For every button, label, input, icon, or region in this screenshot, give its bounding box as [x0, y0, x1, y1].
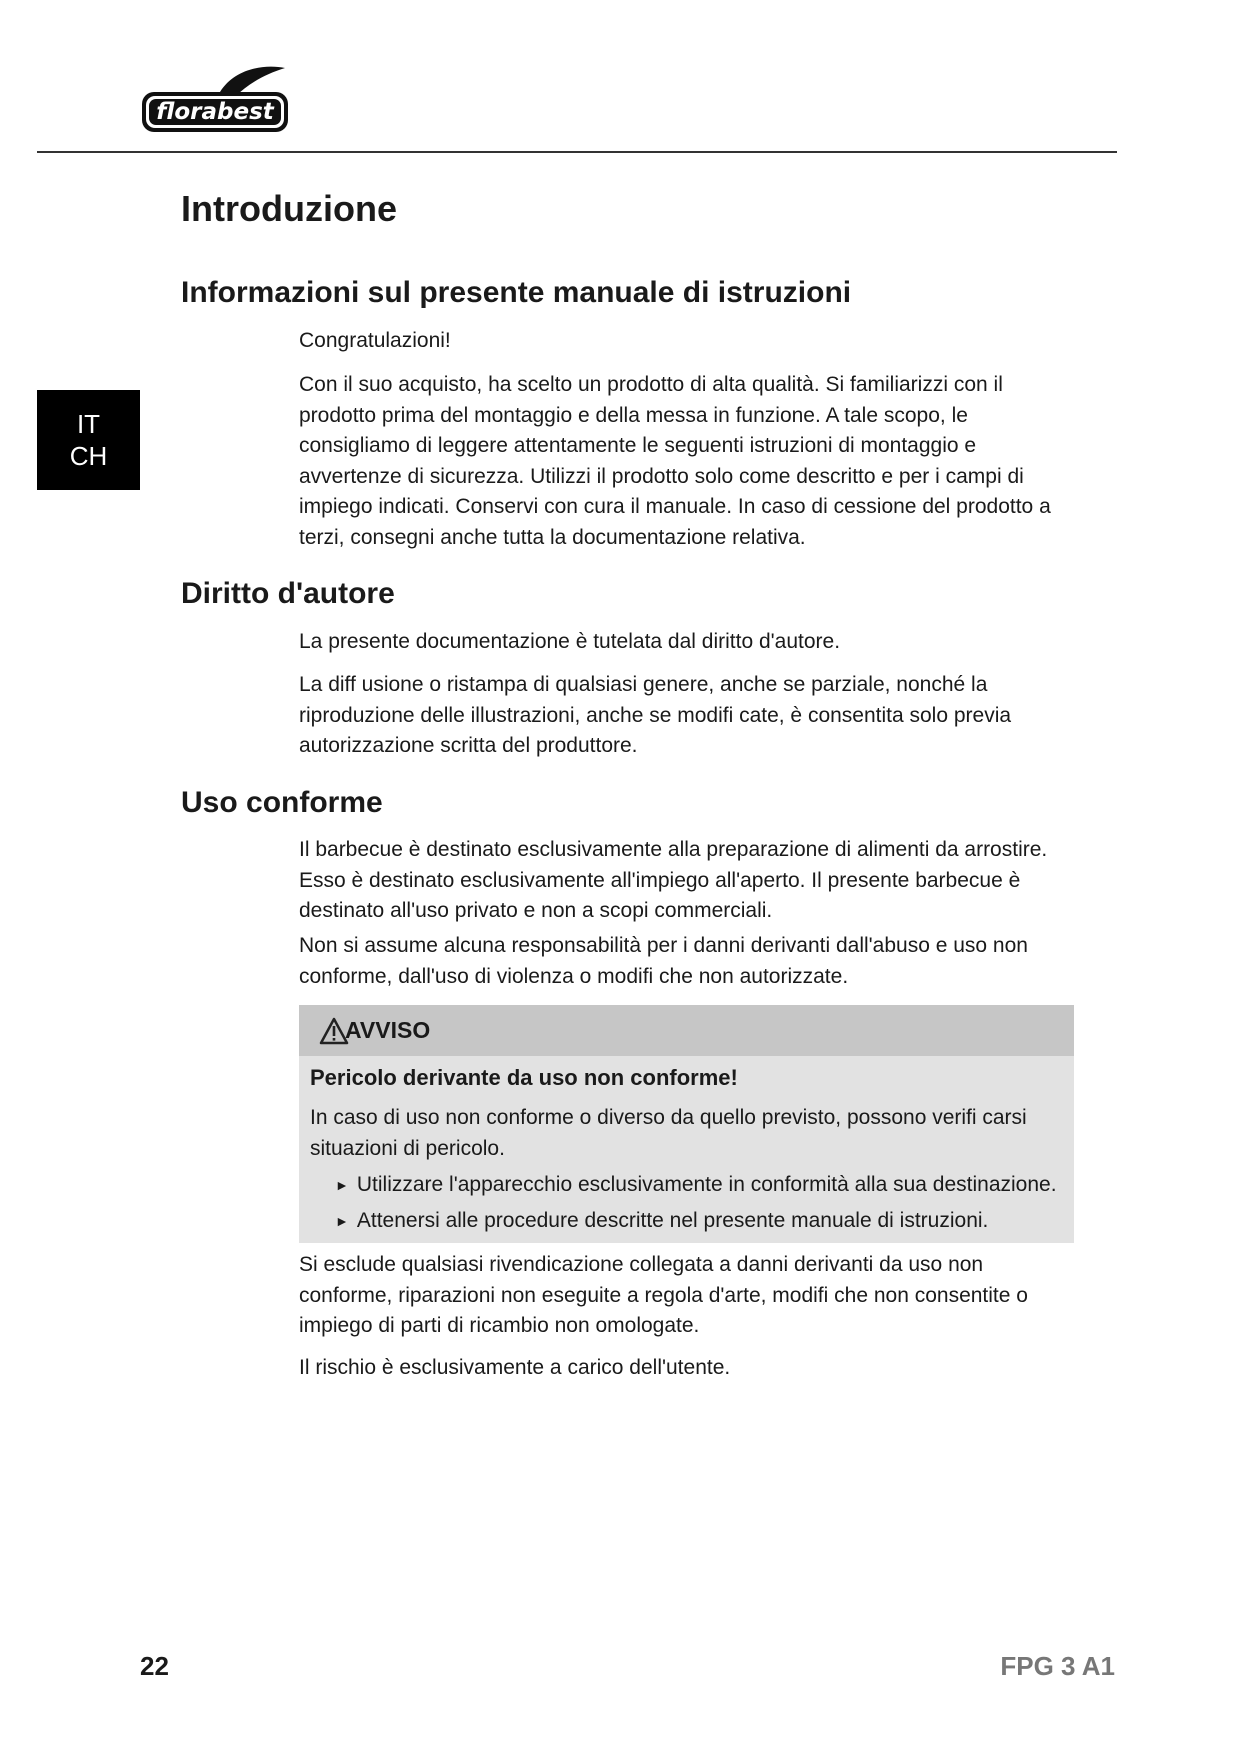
header-divider: [37, 151, 1117, 153]
warning-box: [299, 1005, 1074, 1243]
paragraph-risk: Il rischio è esclusivamente a carico dell'utente.: [299, 1356, 731, 1379]
paragraph-copyright-2: La diff usione o ristampa di qualsiasi genere, anche se parziale, nonché la riproduzione delle illustrazioni, anche se modifi cate, è consentita solo previa autorizzazione scritta del produttore.: [299, 673, 1012, 757]
language-tab-ch: CH: [69, 441, 108, 471]
paragraph-intended-use-2: Non si assume alcuna responsabilità per i danni derivanti dall'abuso e uso non conforme, dall'uso di violenza o modifi che non autorizzate.: [299, 934, 1028, 988]
page-title: Introduzione: [181, 188, 397, 229]
warning-subtitle: Pericolo derivante da uso non conforme!: [310, 1065, 738, 1090]
paragraph-liability: Si esclude qualsiasi rivendicazione collegata a danni derivanti da uso non conforme, riparazioni non eseguite a regola d'arte, modifi che non consentite o impiego di parti di ricambio non omologate.: [299, 1253, 1028, 1337]
florabest-logo: [140, 62, 290, 136]
logo-text: florabest: [156, 99, 274, 125]
bullet-arrow-icon: ►: [335, 1213, 349, 1229]
warning-bullet: [335, 1173, 1057, 1197]
model-number: FPG 3 A1: [1000, 1651, 1115, 1681]
section-heading-copyright: Diritto d'autore: [181, 577, 395, 610]
warning-bullet-text: Utilizzare l'apparecchio esclusivamente in conformità alla sua destinazione.: [356, 1173, 1057, 1196]
section-heading-manual: Informazioni sul presente manuale di istruzioni: [181, 276, 852, 309]
warning-label: AVVISO: [345, 1017, 431, 1043]
warning-bullet-text: Attenersi alle procedure descritte nel presente manuale di istruzioni.: [356, 1209, 989, 1232]
language-tab: [37, 390, 140, 490]
page-number: 22: [140, 1651, 169, 1681]
warning-bullet: [335, 1209, 988, 1233]
language-tab-it: IT: [76, 409, 101, 439]
section-heading-intended-use: Uso conforme: [181, 786, 383, 819]
bullet-arrow-icon: ►: [335, 1177, 349, 1193]
paragraph-intro: Con il suo acquisto, ha scelto un prodotto di alta qualità. Si familiarizzi con il prodotto prima del montaggio e della messa in funzione. A tale scopo, le consigliamo di leggere attentamente le seguenti istruzioni di montaggio e avvertenze di sicurezza. Utilizzi il prodotto solo come descritto e per i campi di impiego indicati. Conservi con cura il manuale. In caso di cessione del prodotto a terzi, consegni anche tutta la documentazione relativa.: [299, 373, 1051, 549]
warning-text: In caso di uso non conforme o diverso da quello previsto, possono verifi carsi situazioni di pericolo.: [310, 1106, 1027, 1160]
warning-header: [299, 1005, 1074, 1056]
paragraph-intended-use-1: Il barbecue è destinato esclusivamente alla preparazione di alimenti da arrostire. Esso è destinato esclusivamente all'impiego all'aperto. Il presente barbecue è destinato all'uso privato e non a scopi commerciali.: [299, 838, 1048, 922]
paragraph-copyright-1: La presente documentazione è tutelata dal diritto d'autore.: [299, 630, 841, 653]
paragraph-congratulations: Congratulazioni!: [299, 329, 451, 352]
